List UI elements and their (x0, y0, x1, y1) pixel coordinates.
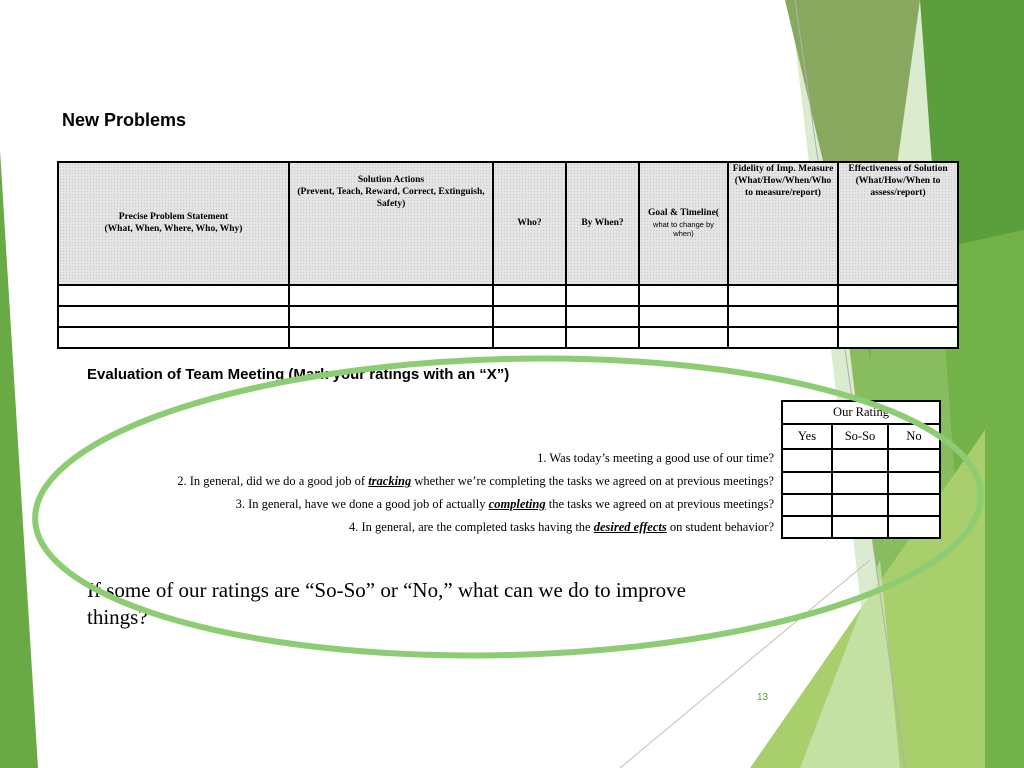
column-header-who: Who? (493, 162, 566, 285)
table-cell[interactable] (728, 285, 838, 306)
column-header-goal-timeline: Goal & Timeline( what to change by when) (639, 162, 728, 285)
evaluation-heading: Evaluation of Team Meeting (Mark your ratings with an “X”) (87, 366, 510, 383)
table-cell[interactable] (58, 285, 289, 306)
table-header-row (58, 162, 958, 285)
table-row (58, 327, 958, 348)
table-row (58, 306, 958, 327)
table-cell[interactable] (728, 327, 838, 348)
rating-cell[interactable] (888, 449, 940, 471)
table-cell[interactable] (58, 327, 289, 348)
followup-question: If some of our ratings are “So-So” or “No,” what can we do to improve things? (87, 578, 686, 629)
rating-cell[interactable] (832, 472, 888, 494)
question-1: 1. Was today’s meeting a good use of our time? (537, 451, 774, 465)
rating-cell[interactable] (782, 494, 832, 516)
table-cell[interactable] (289, 285, 493, 306)
table-cell[interactable] (838, 327, 958, 348)
page-number: 13 (757, 692, 769, 703)
rating-cell[interactable] (888, 516, 940, 538)
table-cell[interactable] (838, 306, 958, 327)
table-cell[interactable] (289, 327, 493, 348)
table-cell[interactable] (728, 306, 838, 327)
rating-column-yes: Yes (782, 424, 832, 449)
rating-column-so-so: So-So (832, 424, 888, 449)
column-header-fidelity: Fidelity of Imp. Measure (What/How/When/Who to measure/report) (728, 162, 838, 285)
rating-cell[interactable] (782, 449, 832, 471)
table-cell[interactable] (838, 285, 958, 306)
question-3: 3. In general, have we done a good job of actually completing the tasks we agreed on at previous meetings? (235, 497, 774, 511)
table-cell[interactable] (289, 306, 493, 327)
column-header-problem-statement: Precise Problem Statement (What, When, Where, Who, Why) (58, 162, 289, 285)
table-cell[interactable] (566, 327, 639, 348)
new-problems-table (57, 161, 959, 349)
rating-column-no: No (888, 424, 940, 449)
table-cell[interactable] (639, 285, 728, 306)
table-cell[interactable] (493, 285, 566, 306)
table-cell[interactable] (493, 327, 566, 348)
rating-cell[interactable] (782, 472, 832, 494)
rating-table (781, 400, 941, 539)
rating-header: Our Rating (782, 401, 940, 424)
rating-cell[interactable] (888, 494, 940, 516)
green-stripe-left (0, 150, 38, 768)
rating-cell[interactable] (832, 449, 888, 471)
question-2: 2. In general, did we do a good job of tracking whether we’re completing the tasks we agreed on at previous meetings? (177, 474, 774, 488)
table-cell[interactable] (639, 327, 728, 348)
column-header-effectiveness: Effectiveness of Solution (What/How/When to assess/report) (838, 162, 958, 285)
table-row (58, 285, 958, 306)
column-header-solution-actions: Solution Actions (Prevent, Teach, Reward, Correct, Extinguish, Safety) (289, 162, 493, 285)
evaluation-questions (177, 447, 774, 539)
table-cell[interactable] (58, 306, 289, 327)
column-header-by-when: By When? (566, 162, 639, 285)
rating-cell[interactable] (782, 516, 832, 538)
rating-cell[interactable] (832, 494, 888, 516)
table-cell[interactable] (566, 306, 639, 327)
rating-cell[interactable] (832, 516, 888, 538)
page-title: New Problems (62, 110, 187, 130)
table-cell[interactable] (566, 285, 639, 306)
question-4: 4. In general, are the completed tasks having the desired effects on student behavior? (349, 520, 774, 534)
rating-cell[interactable] (888, 472, 940, 494)
table-cell[interactable] (639, 306, 728, 327)
table-cell[interactable] (493, 306, 566, 327)
